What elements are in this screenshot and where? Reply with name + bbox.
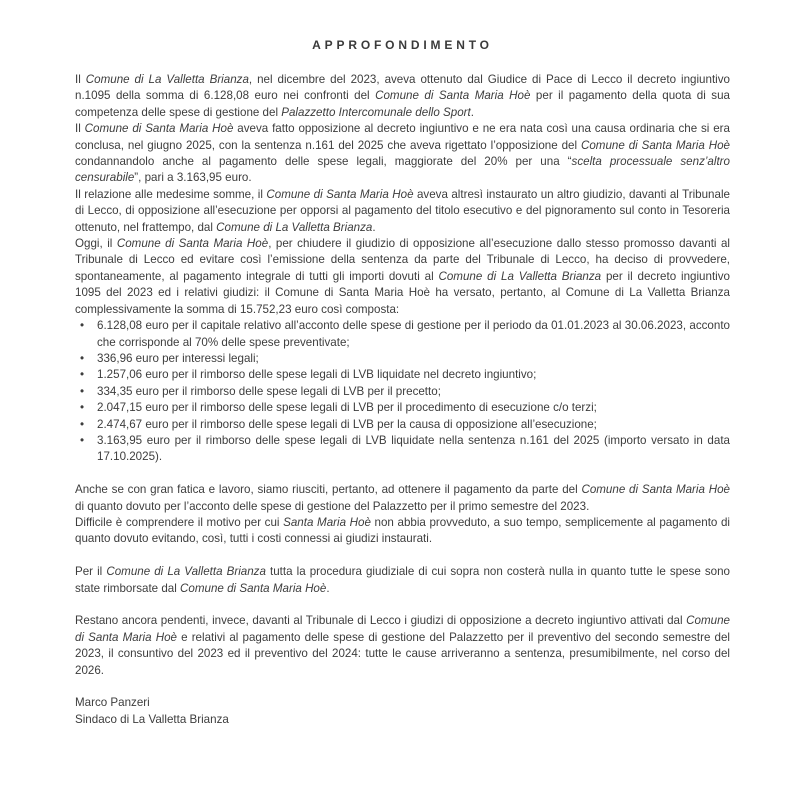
text-run: 2.474,67 euro per il rimborso delle spese legali di LVB per la causa di opposizione all’esecuzione; — [97, 417, 597, 431]
paragraph — [75, 121, 730, 187]
italic-text-run: Comune di La Valletta Brianza — [85, 73, 249, 86]
italic-text-run: Comune di Santa Maria Hoè — [75, 614, 730, 644]
text-run: di quanto dovuto per l’acconto delle spese di gestione del Palazzetto per il primo semestre del 2023. — [75, 499, 590, 513]
text-run: 6.128,08 euro per il capitale relativo all’acconto delle spese di gestione per il periodo da 01.01.2023 al 30.06.2023, acconto che corrisponde al 70% delle spese preventivate; — [97, 319, 730, 349]
text-run: Il — [75, 122, 85, 136]
italic-text-run: scelta processuale senz’altro censurabile — [75, 155, 730, 185]
paragraph — [75, 564, 730, 597]
blank-line — [75, 466, 730, 482]
paragraph — [75, 482, 730, 515]
text-run: 336,96 euro per interessi legali; — [97, 351, 259, 365]
text-run: Anche se con gran fatica e lavoro, siamo riusciti, pertanto, ad ottenere il pagamento da parte del — [75, 483, 582, 497]
text-run: Oggi, il — [75, 237, 117, 251]
blank-line — [75, 548, 730, 564]
text-run: aveva fatto opposizione al decreto ingiuntivo e ne era nata così una causa ordinaria che si era conclusa, nel giugno 2025, con la sentenza n.161 del 2025 che aveva rigettato l’opposizione del — [75, 122, 730, 152]
italic-text-run: Santa Maria Hoè — [283, 515, 371, 529]
bullet-item — [75, 400, 730, 416]
italic-text-run: Comune di Santa Maria Hoè — [116, 237, 269, 251]
bullet-list — [75, 318, 730, 466]
bullet-item — [75, 318, 730, 351]
paragraph — [75, 613, 730, 679]
text-run: 334,35 euro per il rimborso delle spese legali di LVB per il precetto; — [97, 384, 441, 398]
italic-text-run: Comune di Santa Maria Hoè — [580, 138, 730, 152]
text-run: Difficile è comprendere il motivo per cui — [75, 515, 284, 529]
italic-text-run: Comune di Santa Maria Hoè — [375, 89, 531, 103]
bullet-item — [75, 367, 730, 383]
text-run: 3.163,95 euro per il rimborso delle spese legali di LVB liquidate nella sentenza n.161 del 2025 (importo versato in data 17.10.2025). — [97, 433, 730, 464]
text-run: 1.257,06 euro per il rimborso delle spese legali di LVB liquidate nel decreto ingiuntivo; — [97, 368, 537, 382]
text-run: Restano ancora pendenti, invece, davanti al Tribunale di Lecco i giudizi di opposizione a decreto ingiuntivo attivati dal — [75, 614, 687, 628]
text-run: Il — [75, 73, 86, 86]
text-run: , per chiudere il giudizio di opposizione all’esecuzione dallo stesso promosso davanti al Tribunale di Lecco ed evitare così l’emissione della sentenza da parte del Tribunale di Lecco, ha deciso di provvedere, spontaneamente, al pagamento integrale di tutti gli importi dovuti al — [75, 237, 730, 283]
text-run: . — [326, 581, 330, 595]
signature-block — [75, 695, 730, 728]
paragraph — [75, 515, 730, 548]
italic-text-run: Comune di Santa Maria Hoè — [581, 483, 730, 497]
bullet-item — [75, 384, 730, 400]
italic-text-run: Palazzetto Intercomunale dello Sport — [281, 105, 471, 119]
paragraph — [75, 72, 730, 121]
text-run: Per il — [75, 565, 107, 579]
italic-text-run: Comune di Santa Maria Hoè — [180, 581, 327, 595]
italic-text-run: Comune di Santa Maria Hoè — [266, 187, 414, 201]
italic-text-run: Comune di La Valletta Brianza — [438, 269, 602, 283]
document-blocks — [75, 72, 730, 679]
bullet-item — [75, 417, 730, 433]
text-run: per il pagamento della quota di sua competenza delle spese di gestione del — [75, 89, 730, 119]
blank-line — [75, 597, 730, 613]
paragraph — [75, 187, 730, 236]
text-run: ”, pari a 3.163,95 euro. — [134, 171, 252, 185]
text-run: Il relazione alle medesime somme, il — [75, 187, 267, 201]
text-run: . — [372, 220, 376, 234]
text-run: non abbia provveduto, a suo tempo, semplicemente al pagamento di quanto dovuto evitando, così, tutti i costi connessi ai giudizi instaurati. — [75, 515, 731, 546]
text-run: , nel dicembre del 2023, aveva ottenuto dal Giudice di Pace di Lecco il decreto ingiuntivo n.1095 della somma di 6.128,08 euro nei confronti del — [75, 73, 730, 103]
text-run: per il decreto ingiuntivo 1095 del 2023 ed i relativi giudizi: il Comune di Santa Maria Hoè ha versato, pertanto, al Comune di La Valletta Brianza complessivamente la somma di 15.752,23 euro così composta: — [75, 269, 730, 316]
text-run: 2.047,15 euro per il rimborso delle spese legali di LVB per il procedimento di esecuzione c/o terzi; — [97, 401, 597, 415]
document-title: APPROFONDIMENTO — [312, 38, 493, 52]
text-run: condannandolo anche al pagamento delle spese legali, maggiorate del 20% per una “ — [75, 155, 572, 169]
italic-text-run: Comune di La Valletta Brianza — [106, 565, 266, 579]
italic-text-run: Comune di La Valletta Brianza — [216, 220, 373, 234]
text-run: e relativi al pagamento delle spese di gestione del Palazzetto per il preventivo del secondo semestre del 2023, il consuntivo del 2023 ed il preventivo del 2024: tutte le cause arriveranno a sentenza, presumibilmente, nel corso del 2026. — [75, 630, 730, 677]
text-run: tutta la procedura giudiziale di cui sopra non costerà nulla in quanto tutte le spese sono state rimborsate dal — [75, 565, 731, 595]
bullet-item — [75, 351, 730, 367]
signature-role: Sindaco di La Valletta Brianza — [75, 712, 229, 726]
italic-text-run: Comune di Santa Maria Hoè — [84, 122, 234, 136]
signature-name: Marco Panzeri — [75, 696, 150, 710]
text-run: aveva altresì instaurato un altro giudizio, davanti al Tribunale di Lecco, di opposizione all’esecuzione per opporsi al pagamento del titolo esecutivo e del pignoramento sul conto in Tesoreria ottenuto, nel frattempo, dal — [75, 187, 730, 234]
bullet-item — [75, 433, 730, 466]
paragraph — [75, 236, 730, 318]
text-run: . — [470, 105, 474, 119]
